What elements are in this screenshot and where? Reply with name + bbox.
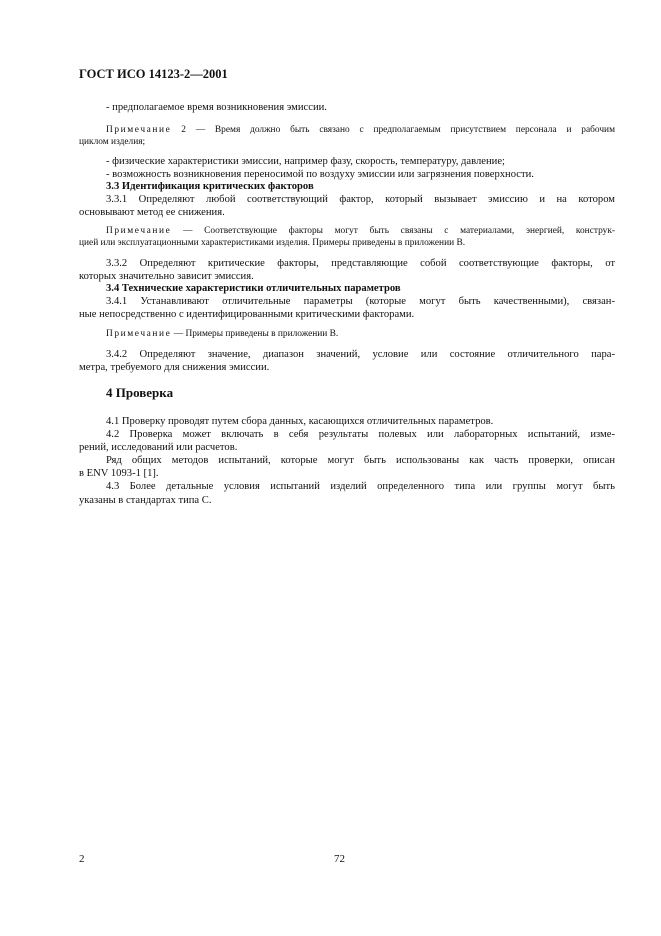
note-text: — Соответствующие факторы могут быть связаны с материалами, энергией, конструк- [171,226,615,236]
paragraph-line: в ENV 1093-1 [1]. [79,468,159,479]
paragraph-line: - возможность возникновения переносимой по воздуху эмиссии или загрязнения поверхности. [106,169,534,180]
paragraph-line: 4.2 Проверка может включать в себя результаты полевых или лабораторных испытаний, изме- [106,429,615,440]
note-label: Примечание [106,125,172,135]
paragraph-line: - физические характеристики эмиссии, например фазу, скорость, температуру, давление; [106,156,505,167]
section-heading-3-3: 3.3 Идентификация критических факторов [106,181,314,192]
paragraph-line: 3.4.2 Определяют значение, диапазон значений, условие или состояние отличительного пара- [106,349,615,360]
page-number: 72 [334,853,345,865]
paragraph-line: 3.3.2 Определяют критические факторы, представляющие собой соответствующие факторы, от [106,258,615,269]
paragraph-line: 4.3 Более детальные условия испытаний изделий определенного типа или группы могут быть [106,481,615,492]
section-heading-4: 4 Проверка [106,385,174,400]
paragraph-line: Ряд общих методов испытаний, которые могут быть использованы как часть проверки, описан [106,455,615,466]
paragraph-line: - предполагаемое время возникновения эмиссии. [106,102,327,113]
paragraph-line: 3.4.1 Устанавливают отличительные параметры (которые могут быть качественными), связан- [106,296,615,307]
note-line [106,328,615,341]
standard-header-title: ГОСТ ИСО 14123-2—2001 [79,67,228,81]
paragraph-line: указаны в стандартах типа С. [79,495,212,506]
paragraph-line: ные непосредственно с идентифицированными критическими факторами. [79,309,415,320]
note-label: Примечание [106,329,172,339]
note-text: — Примеры приведены в приложении В. [171,329,339,339]
paragraph-line: которых значительно зависит эмиссия. [79,271,254,282]
paragraph-line: 4.1 Проверку проводят путем сбора данных, касающихся отличительных параметров. [106,416,494,427]
section-heading-3-4: 3.4 Технические характеристики отличительных параметров [106,283,401,294]
note-label: Примечание [106,226,172,236]
footer-left-number: 2 [79,853,85,865]
paragraph-line: 3.3.1 Определяют любой соответствующий фактор, который вызывает эмиссию и на котором [106,194,615,205]
paragraph-line: рений, исследований или расчетов. [79,442,238,453]
note-text: 2 — Время должно быть связано с предполагаемым присутствием персонала и рабочим [171,125,615,135]
note-line: циклом изделия; [79,137,146,147]
paragraph-line: основывают метод ее снижения. [79,207,225,218]
note-line: цией или эксплуатационными характеристиками изделия. Примеры приведены в приложении В. [79,238,466,248]
paragraph-line: метра, требуемого для снижения эмиссии. [79,362,270,373]
